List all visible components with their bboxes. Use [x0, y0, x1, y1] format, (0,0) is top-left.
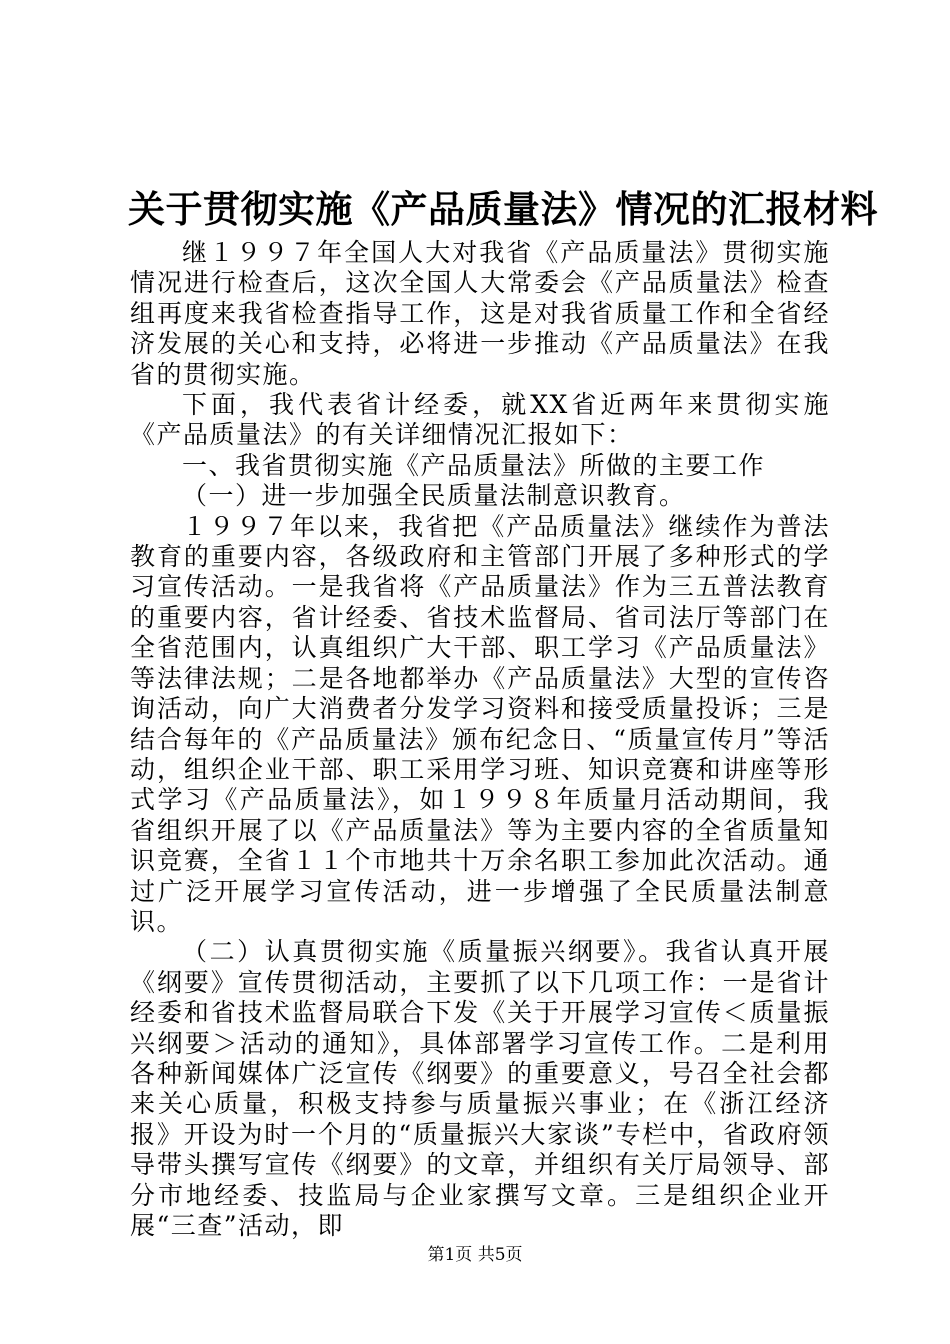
- document-body: [130, 238, 830, 1241]
- paragraph-intro: 继１９９７年全国人大对我省《产品质量法》贯彻实施情况进行检查后，这次全国人大常委会《产品质量法》检查组再度来我省检查指导工作，这是对我省质量工作和全省经济发展的关心和支持，必将进一步推动《产品质量法》在我省的贯彻实施。: [130, 238, 830, 389]
- paragraph-quality-outline: （二）认真贯彻实施《质量振兴纲要》。我省认真开展《纲要》宣传贯彻活动，主要抓了以下几项工作：一是省计经委和省技术监督局联合下发《关于开展学习宣传＜质量振兴纲要＞活动的通知》，具体部署学习宣传工作。二是利用各种新闻媒体广泛宣传《纲要》的重要意义，号召全社会都来关心质量，积极支持参与质量振兴事业；在《浙江经济报》开设为时一个月的“质量振兴大家谈”专栏中，省政府领导带头撰写宣传《纲要》的文章，并组织有关厅局领导、部分市地经委、技监局与企业家撰写文章。三是组织企业开展“三查”活动，即: [130, 937, 830, 1240]
- subsection-heading-1: （一）进一步加强全民质量法制意识教育。: [182, 481, 686, 511]
- document-title: 关于贯彻实施《产品质量法》情况的汇报材料: [128, 187, 878, 231]
- page-number: 第1页 共5页: [427, 1245, 523, 1265]
- paragraph-legal-education: １９９７年以来，我省把《产品质量法》继续作为普法教育的重要内容，各级政府和主管部门开展了多种形式的学习宣传活动。一是我省将《产品质量法》作为三五普法教育的重要内容，省计经委、省技术监督局、省司法厅等部门在全省范围内，认真组织广大干部、职工学习《产品质量法》等法律法规；二是各地都举办《产品质量法》大型的宣传咨询活动，向广大消费者分发学习资料和接受质量投诉；三是结合每年的《产品质量法》颁布纪念日、“质量宣传月”等活动，组织企业干部、职工采用学习班、知识竞赛和讲座等形式学习《产品质量法》，如１９９８年质量月活动期间，我省组织开展了以《产品质量法》等为主要内容的全省质量知识竞赛，全省１１个市地共十万余名职工参加此次活动。通过广泛开展学习宣传活动，进一步增强了全民质量法制意识。: [130, 511, 830, 936]
- paragraph-report-intro: 下面，我代表省计经委，就XX省近两年来贯彻实施《产品质量法》的有关详细情况汇报如下：: [130, 390, 830, 450]
- section-heading-1: 一、我省贯彻实施《产品质量法》所做的主要工作: [182, 450, 766, 480]
